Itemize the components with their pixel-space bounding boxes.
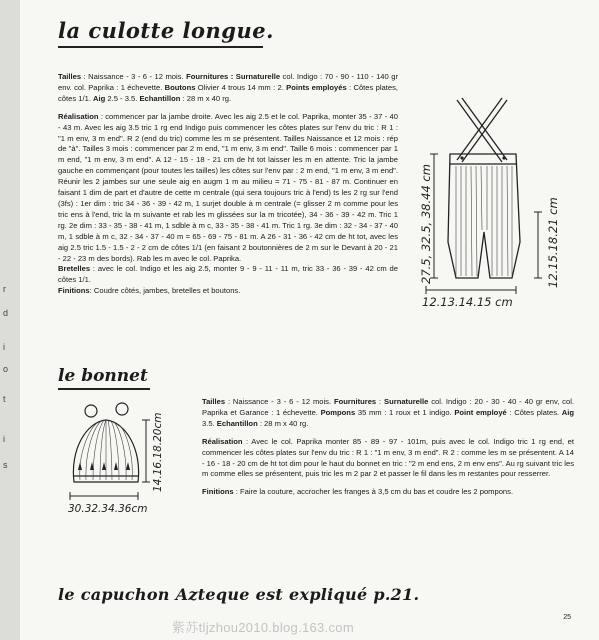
culotte-title: la culotte longue.	[58, 18, 274, 43]
capuchon-note: le capuchon Azteque est expliqué p.21.	[58, 585, 420, 604]
book-spine	[0, 0, 20, 640]
spine-letter: d	[3, 308, 9, 318]
title-underline	[58, 388, 150, 390]
culotte-materials: Tailles : Naissance - 3 - 6 - 12 mois. Fournitures : Surnaturelle col. Indigo : 70 - 90 - 110 - 140 gr env. col. Paprika : 1 échevette. Boutons Olivier 4 trous 14 mm : 2. Points employés : Côtes plates, côtes 1/1. Aig 2.5 - 3.5. Echantillon : 28 m x 40 rg.	[58, 72, 398, 103]
culotte-instructions	[58, 72, 398, 304]
spine-letter: o	[3, 364, 9, 374]
bonnet-width-dimension: 30.32.34.36cm	[68, 503, 148, 515]
bonnet-materials: Tailles : Naissance - 3 - 6 - 12 mois. Fournitures : Surnaturelle col. Indigo : 20 - 30 - 40 - 40 gr env, col. Paprika et Garance : 1 échevette. Pompons 35 mm : 1 roux et 1 indigo. Point employé : Côtes plates. Aig 3.5. Echantillon : 28 m x 40 rg.	[202, 397, 574, 428]
culotte-diagram	[404, 92, 584, 320]
spine-letter: r	[3, 284, 6, 294]
culotte-finitions: Finitions: Coudre côtés, jambes, bretelles et boutons.	[58, 286, 241, 296]
bonnet-diagram	[58, 400, 188, 520]
bonnet-finitions: Finitions : Faire la couture, accrocher les franges à 3,5 cm du bas et coudre les 2 pompons.	[202, 487, 514, 497]
spine-letter: s	[3, 460, 8, 470]
culotte-leg-dimension: 12.15.18.21 cm	[546, 197, 560, 288]
bonnet-height-dimension: 14.16.18.20cm	[152, 412, 164, 492]
spine-letter: i	[3, 342, 5, 352]
bonnet-title: le bonnet	[58, 366, 148, 386]
spine-letter: i	[3, 434, 5, 444]
title-underline	[58, 46, 263, 48]
culotte-width-dimension: 12.13.14.15 cm	[422, 295, 513, 309]
spine-letter: t	[3, 394, 6, 404]
watermark: 紫苏tljzhou2010.blog.163.com	[172, 620, 354, 635]
page-number: 25	[563, 614, 571, 621]
culotte-height-dimension: 27.5, 32.5, 38.44 cm	[419, 164, 433, 284]
culotte-realisation: Réalisation : commencer par la jambe droite. Avec les aig 2.5 et le col. Paprika, monter 35 - 37 - 40 - 43 m. Avec les aig 3.5 tric 1 rg end Indigo puis commencer les côtes plates sur l'env du tric : R 1 : "1 m env, 3 m end". R 2 (end du tric) comme les m se présentent. Tailles Naissance et 12 mois : rép de "à". Tailles 3 mois : commencer par 2 m end, "1 m env, 3 m end". Taille 6 mois : commencer par 1 m end, "1 m env, 3 m end". A 12 - 15 - 18 - 21 cm de ht tot laisser les m en attente. Tric la jambe gauche en commençant (pour toutes les tailles) les côtes sur l'env par : 2 m end, "1 m env, 3 m end". Réunir les 2 jambes sur une seule aig en augm 1 m au milieu = 71 - 75 - 81 - 87 m. Continuer en faisant 1 dim de part et d'autre de cette m centrale (qui sera toujours tric à l'end) ts les 2 rg sur l'end (3fs) : 1er dim : tric 34 - 36 - 39 - 42 m, 1 surjet double à m centrale (= glisser 2 m comme pour les tric ens à l'end, tric la m suivante et rab les m glissées sur la m tricotée), 34 - 36 - 39 - 42 m. Tric 1 rg. 2e dim : 33 - 35 - 38 - 41 m, 1 sdble à m c, 33 - 35 - 38 - 41 m. Tric 1 rg. 3e dim : 32 - 34 - 37 - 40 m, 1 sdble à m c, 32 - 34 - 37 - 40 m = 65 - 69 - 75 - 81 m. A 26 - 31 - 36 - 42 cm de ht tot, avec les aig 2.5 tric 1.5 - 1.5 - 2 - 2 cm de côtes 1/1 (en faisant 2 boutonnières de 2 m sur le Devant à 20 - 21 - 22 - 23 m des bords). Rab les m avec le col. Paprika.	[58, 111, 398, 263]
culotte-bretelles: Bretelles : avec le col. Indigo et les aig 2.5, monter 9 - 9 - 11 - 11 m, tric 33 - 36 - 39 - 42 cm de côtes 1/1.	[58, 264, 398, 285]
bonnet-instructions	[202, 397, 574, 505]
bonnet-realisation: Réalisation : Avec le col. Paprika monter 85 - 89 - 97 - 101m, puis avec le col. Indigo tric 1 rg end, et commencer les côtes plates sur l'env du tric : R 1 : "1 m env, 3 m end". R 2 : comme les m se présentent. A 14 - 16 - 18 - 20 cm de ht tot dim pour le haut du bonnet en tric : "2 m end ens, 2 m env ens". Au rg suivant tric les m comme elles se présentent, puis tric les m 2 par 2 et passer le fil dans les m restantes pour resserrer.	[202, 436, 574, 479]
